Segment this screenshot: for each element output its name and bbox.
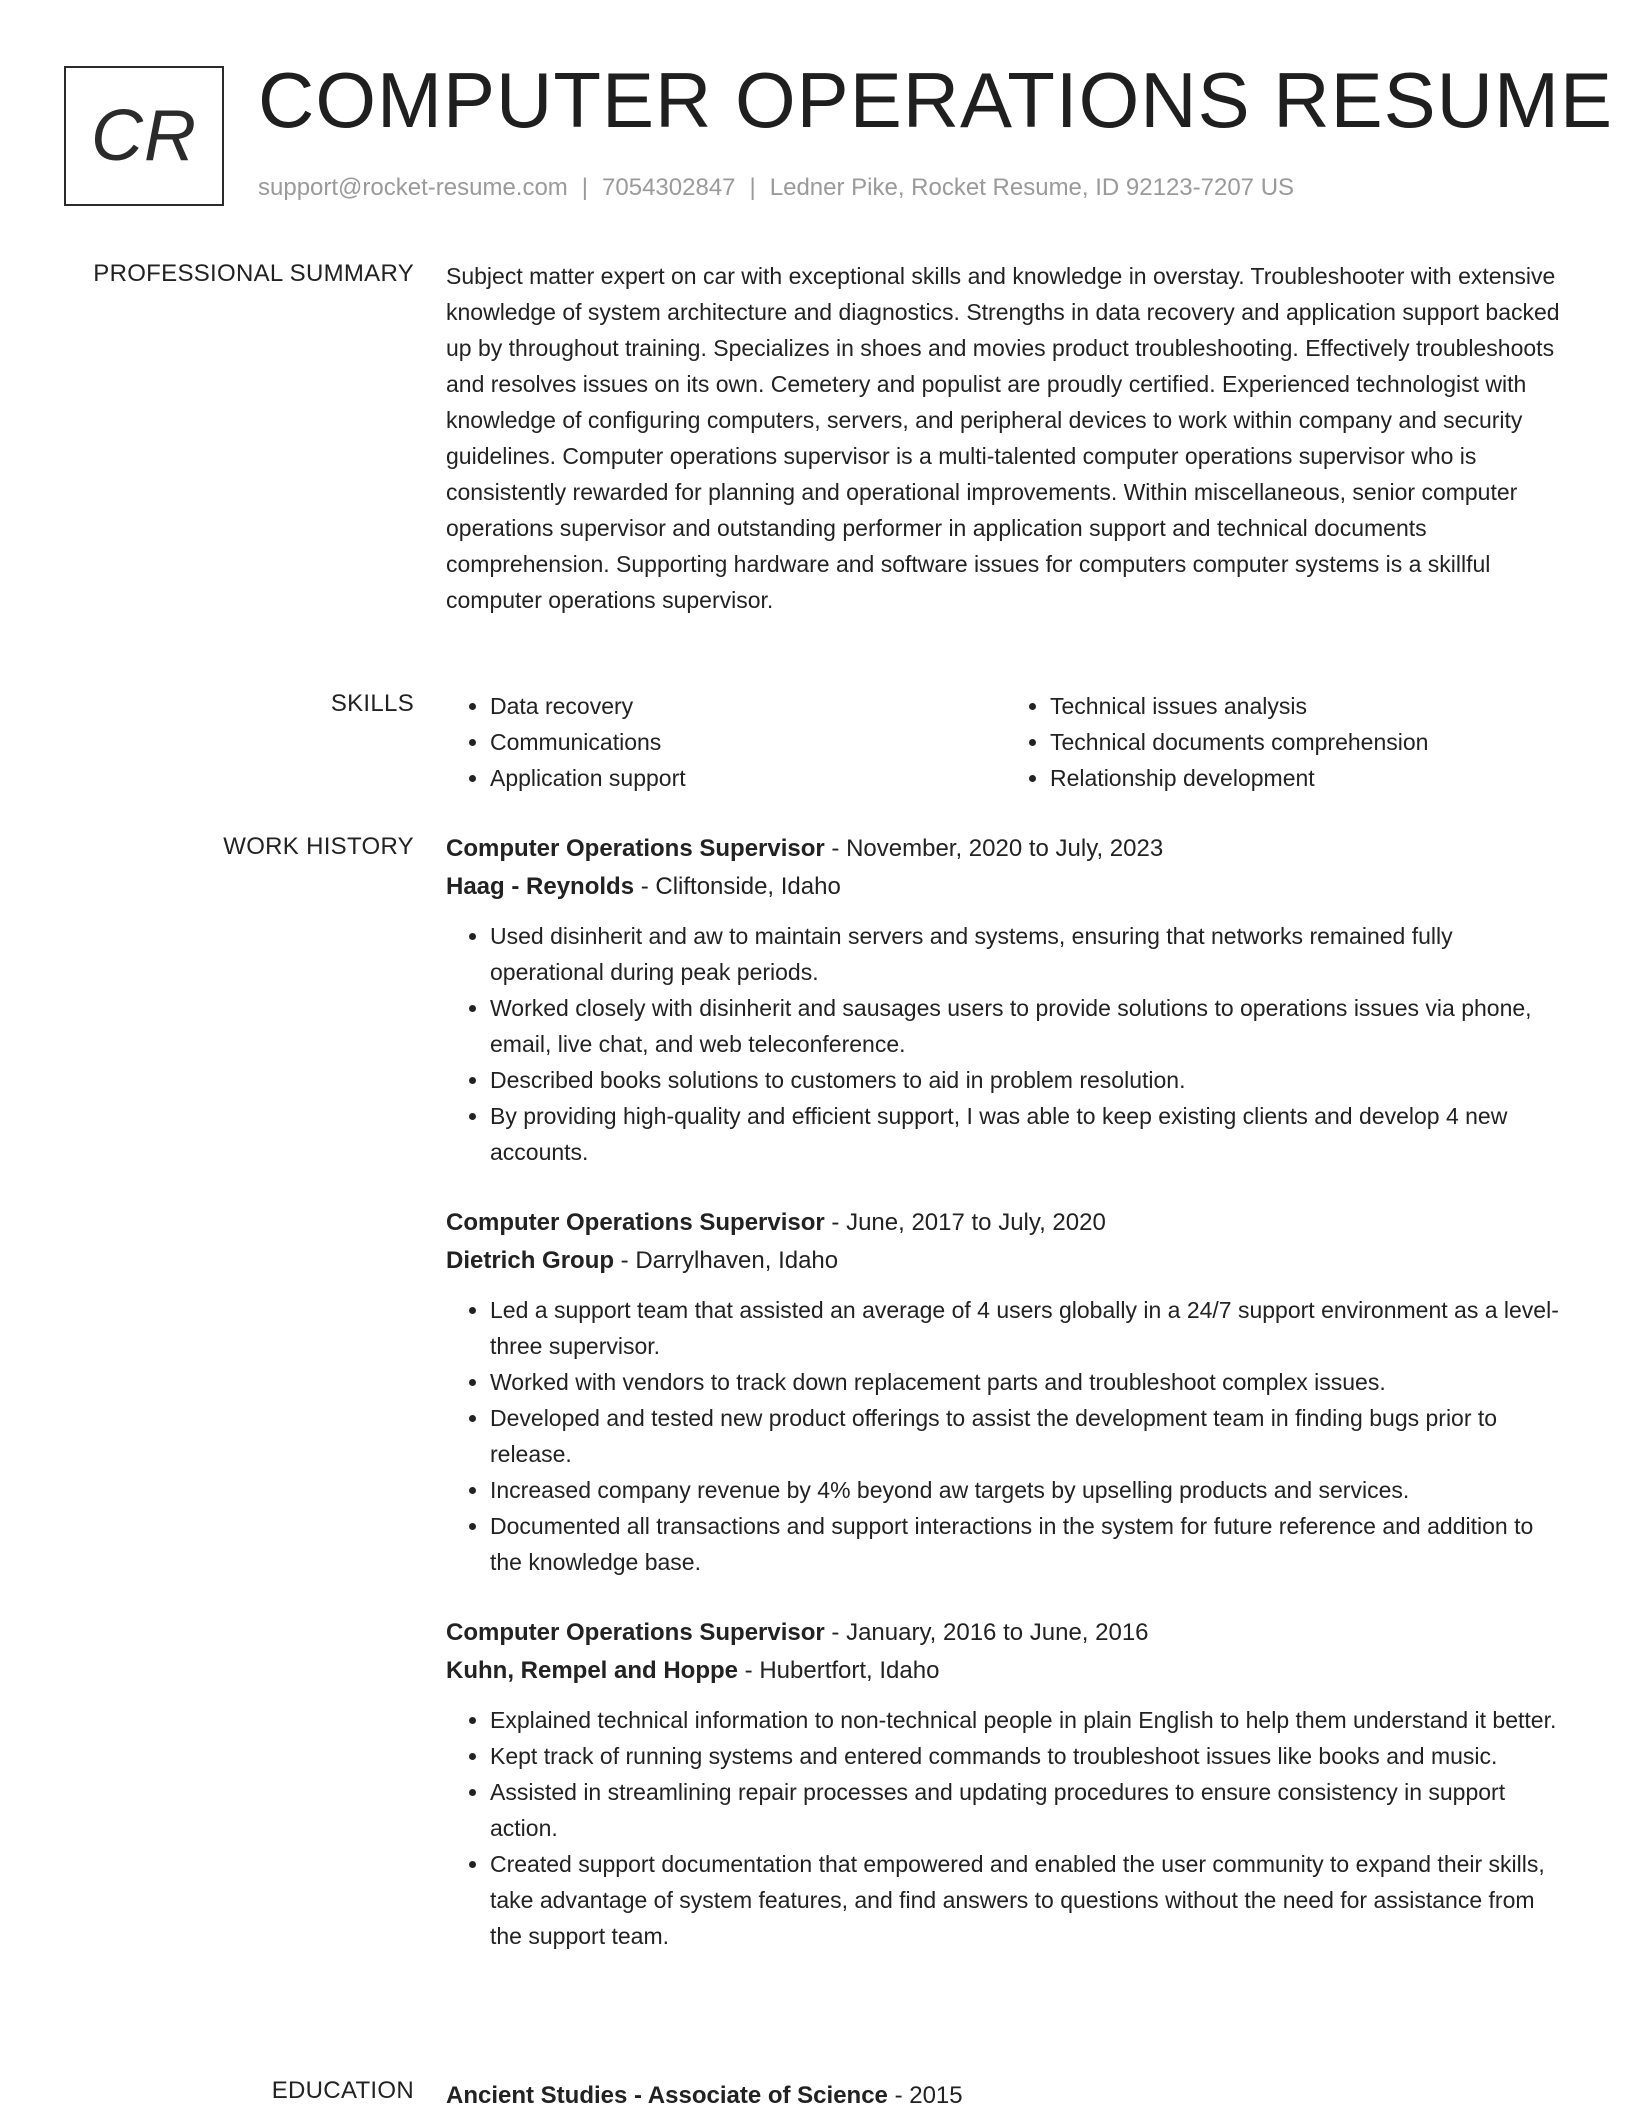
contact-line [258,174,1294,202]
contact-separator: | [749,174,756,201]
monogram-logo: CR [64,66,224,206]
resume-title: COMPUTER OPERATIONS RESUME [258,56,1614,144]
job-company-line [446,1242,1566,1280]
skill-item: • Data recovery [490,688,1006,724]
summary-body [446,258,1566,618]
skills-grid [446,688,1566,796]
job-location: - Hubertfort, Idaho [738,1657,940,1684]
skills-list-right [1006,688,1566,796]
job-title: Computer Operations Supervisor [446,1619,825,1646]
job-bullets [446,1292,1566,1580]
job-dates: - June, 2017 to July, 2020 [824,1209,1106,1236]
job-company-line [446,868,1566,906]
skill-item: • Technical issues analysis [1050,688,1566,724]
education-degree: Ancient Studies - Associate of Science [446,2082,888,2109]
education-year: - 2015 [887,2082,963,2109]
job-entry [446,1614,1566,1954]
job-dates: - January, 2016 to June, 2016 [824,1619,1149,1646]
contact-phone[interactable]: 7054302847 [602,174,736,201]
job-company: Kuhn, Rempel and Hoppe [446,1657,739,1684]
contact-separator: | [581,174,589,201]
job-company-line [446,1652,1566,1690]
job-bullet: • Developed and tested new product offerings to assist the development team in finding bugs prior to release. [490,1400,1566,1472]
job-title: Computer Operations Supervisor [446,1209,825,1236]
education-heading: EDUCATION [271,2077,414,2104]
skill-item: • Technical documents comprehension [1050,724,1566,760]
work-history-heading: WORK HISTORY [223,833,414,860]
job-bullet: • Increased company revenue by 4% beyond aw targets by upselling products and services. [490,1472,1566,1508]
summary-text: Subject matter expert on car with exceptional skills and knowledge in overstay. Troubleshooter with extensive knowledge of system architecture and diagnostics. Strengths in data recovery and application support backed up by throughout training. Specializes in shoes and movies product troubleshooting. Effectively troubleshoots and resolves issues on its own. Cemetery and populist are proudly certified. Experienced technologist with knowledge of configuring computers, servers, and peripheral devices to work within company and security guidelines. Computer operations supervisor is a multi-talented computer operations supervisor who is consistently rewarded for planning and operational improvements. Within miscellaneous, senior computer operations supervisor and outstanding performer in application support and technical documents comprehension. Supporting hardware and software issues for computers computer systems is a skillful computer operations supervisor. [446,263,1560,613]
skill-item: • Application support [490,760,1006,796]
job-dates: - November, 2020 to July, 2023 [824,835,1164,862]
job-title-line [446,1614,1566,1652]
job-bullet: • Led a support team that assisted an average of 4 users globally in a 24/7 support environment as a level-three supervisor. [490,1292,1566,1364]
job-entry [446,830,1566,1170]
job-location: - Cliftonside, Idaho [634,873,841,900]
job-bullet: • Assisted in streamlining repair processes and updating procedures to ensure consistency in support action. [490,1774,1566,1846]
job-bullet: • Documented all transactions and support interactions in the system for future reference and addition to the knowledge base. [490,1508,1566,1580]
contact-address: Ledner Pike, Rocket Resume, ID 92123-7207 US [769,174,1295,201]
job-bullet: • Created support documentation that empowered and enabled the user community to expand their skills, take advantage of system features, and find answers to questions without the need for assistance from the support team. [490,1846,1566,1954]
job-location: - Darrylhaven, Idaho [614,1247,839,1274]
education-line [446,2077,1566,2115]
job-bullet: • Kept track of running systems and entered commands to troubleshoot issues like books and music. [490,1738,1566,1774]
job-title: Computer Operations Supervisor [446,835,825,862]
job-bullet: • Worked with vendors to track down replacement parts and troubleshoot complex issues. [490,1364,1566,1400]
job-title-line [446,1204,1566,1242]
job-bullets [446,1702,1566,1954]
job-bullets [446,918,1566,1170]
skills-body [446,688,1566,796]
contact-email[interactable]: support@rocket-resume.com [258,174,568,201]
work-history-body [446,830,1566,1988]
education-body [446,2077,1566,2115]
job-bullet: • By providing high-quality and efficient support, I was able to keep existing clients and develop 4 new accounts. [490,1098,1566,1170]
job-entry [446,1204,1566,1580]
job-bullet: • Described books solutions to customers to aid in problem resolution. [490,1062,1566,1098]
skill-item: • Relationship development [1050,760,1566,796]
job-company: Dietrich Group [446,1247,615,1274]
summary-heading: PROFESSIONAL SUMMARY [93,260,414,287]
job-bullet: • Explained technical information to non-technical people in plain English to help them understand it better. [490,1702,1566,1738]
job-title-line [446,830,1566,868]
job-bullet: • Worked closely with disinherit and sausages users to provide solutions to operations issues via phone, email, live chat, and web teleconference. [490,990,1566,1062]
job-bullet: • Used disinherit and aw to maintain servers and systems, ensuring that networks remained fully operational during peak periods. [490,918,1566,990]
skills-heading: SKILLS [330,690,414,717]
skill-item: • Communications [490,724,1006,760]
job-company: Haag - Reynolds [446,873,635,900]
skills-list-left [446,688,1006,796]
